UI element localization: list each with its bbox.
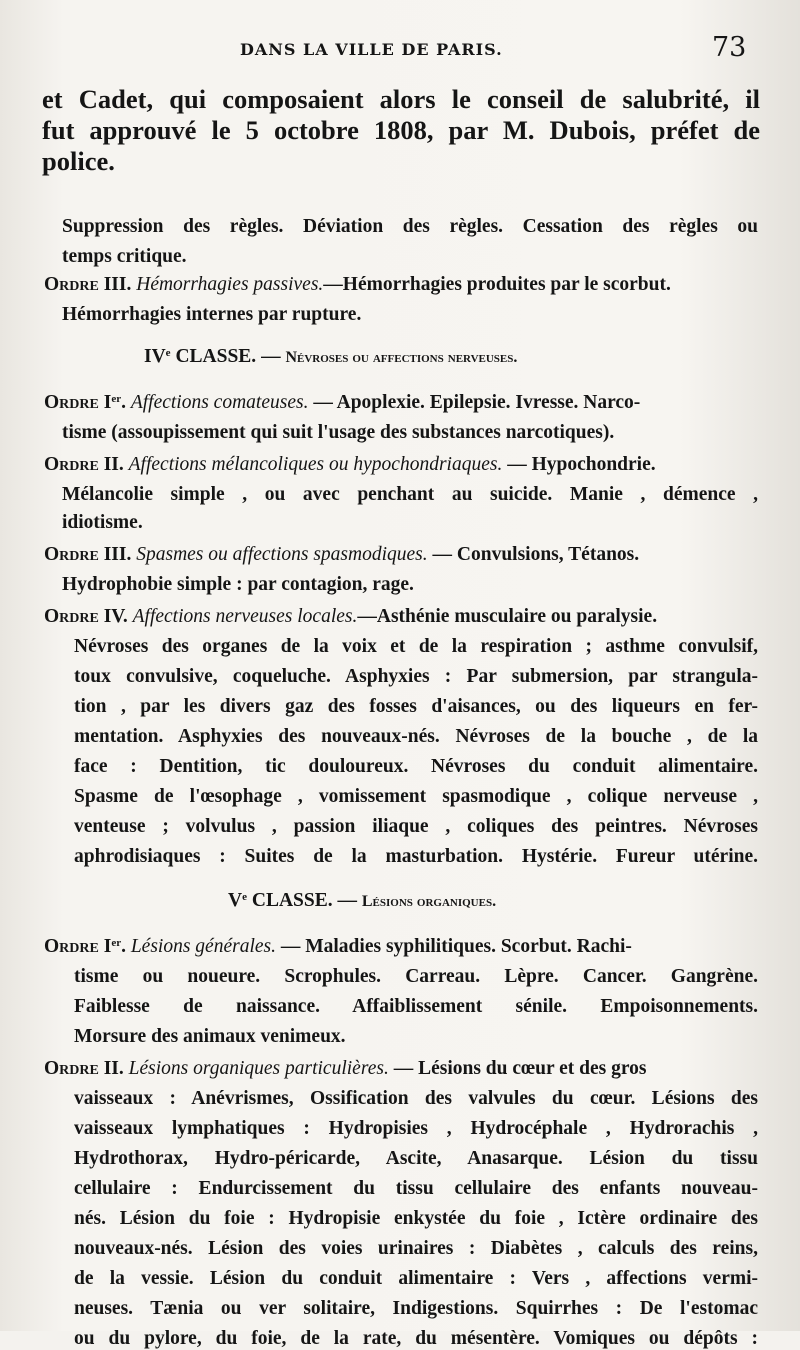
order-title: Affections comateuses. [130, 392, 309, 413]
order-title: Spasmes ou affections spasmodiques. [136, 544, 428, 565]
order-text: toux convulsive, coqueluche. Asphyxies : Par submersion, par strangula- [74, 666, 758, 687]
continuation-line: temps critique. [62, 246, 187, 267]
order-text: — Convulsions, Tétanos. [432, 544, 640, 565]
order-entry [44, 606, 657, 628]
class-word: CLASSE. [251, 890, 333, 911]
order-text: ou du pylore, du foie, de la rate, du mésentère. Vomiques ou dépôts : [74, 1328, 758, 1349]
class-heading-iv [144, 346, 517, 368]
order-text: idiotisme. [62, 512, 143, 533]
class-name: Lésions organiques. [361, 893, 497, 910]
order-text: neuses. Tænia ou ver solitaire, Indigestions. Squirrhes : De l'estomac [74, 1298, 758, 1319]
order-label: Ordre II. [44, 1058, 124, 1079]
page-number: 73 [712, 32, 747, 63]
class-word: CLASSE. [175, 346, 257, 367]
order-text: tisme (assoupissement qui suit l'usage des substances narcotiques). [62, 422, 615, 443]
order-entry: Ordre Ier. Lésions générales. — Maladies syphilitiques. Scorbut. Rachi- [44, 936, 632, 957]
order-label: Ordre III. [44, 544, 132, 565]
running-title: DANS LA VILLE DE PARIS. [240, 40, 503, 59]
order-text: Hémorrhagies internes par rupture. [62, 304, 362, 325]
order-entry: Ordre Ier. Affections comateuses. — Apoplexie. Epilepsie. Ivresse. Narco- [44, 392, 641, 413]
order-text: Hydrophobie simple : par contagion, rage. [62, 574, 414, 595]
class-dash: — [337, 890, 357, 911]
order-text: — Hypochondrie. [507, 454, 656, 475]
order-text: —Hémorrhagies produites par le scorbut. [323, 274, 671, 295]
order-entry [44, 1058, 647, 1080]
order-text: mentation. Asphyxies des nouveaux-nés. Névroses de la bouche , de la [74, 726, 758, 747]
order-title: Lésions générales. [130, 936, 276, 957]
class-sup: e [242, 891, 247, 903]
order-text: nouveaux-nés. Lésion des voies urinaires : Diabètes , calculs des reins, [74, 1238, 758, 1259]
order-label: Ordre II. [44, 454, 124, 475]
order-text: nés. Lésion du foie : Hydropisie enkystée du foie , Ictère ordinaire des [74, 1208, 758, 1229]
order-text: tion , par les divers gaz des fosses d'aisances, ou des liqueurs en fer- [74, 696, 758, 717]
intro-paragraph [42, 84, 760, 177]
order-label: Ordre I [44, 936, 112, 957]
order-text: — Lésions du cœur et des gros [393, 1058, 647, 1079]
order-text: —Asthénie musculaire ou paralysie. [357, 606, 658, 627]
order-sup: er [111, 937, 122, 949]
order-text: Mélancolie simple , ou avec penchant au suicide. Manie , démence , [62, 484, 758, 505]
order-text: Morsure des animaux venimeux. [74, 1026, 346, 1047]
order-text: Spasme de l'œsophage , vomissement spasmodique , colique nerveuse , [74, 786, 758, 807]
class-dash: — [261, 346, 281, 367]
running-header [0, 32, 800, 62]
order-text: — Maladies syphilitiques. Scorbut. Rachi- [280, 936, 632, 957]
order-sup: er [111, 393, 122, 405]
class-sup: e [165, 347, 171, 359]
intro-line: et Cadet, qui composaient alors le conseil de salubrité, il [42, 84, 760, 114]
class-number: IV [144, 346, 166, 367]
intro-line: fut approuvé le 5 octobre 1808, par M. Dubois, préfet de [42, 115, 760, 145]
order-text: vaisseaux lymphatiques : Hydropisies , Hydrocéphale , Hydrorachis , [74, 1118, 758, 1139]
order-text: Faiblesse de naissance. Affaiblissement sénile. Empoisonnements. [74, 996, 758, 1017]
continuation-line: Suppression des règles. Déviation des règles. Cessation des règles ou [62, 216, 758, 237]
order-text: venteuse ; volvulus , passion iliaque , coliques des peintres. Névroses [74, 816, 758, 837]
class-name: Névroses ou affections nerveuses. [285, 349, 518, 366]
order-label: Ordre I [44, 392, 112, 413]
order-title: Lésions organiques particulières. [128, 1058, 389, 1079]
order-text: tisme ou noueure. Scrophules. Carreau. Lèpre. Cancer. Gangrène. [74, 966, 758, 987]
order-title: Affections nerveuses locales. [132, 606, 358, 627]
order-text: aphrodisiaques : Suites de la masturbation. Hystérie. Fureur utérine. [74, 846, 758, 867]
order-title: Affections mélancoliques ou hypochondriaques. [128, 454, 503, 475]
order-text: face : Dentition, tic douloureux. Névroses du conduit alimentaire. [74, 756, 758, 777]
order-text: Hydrothorax, Hydro-péricarde, Ascite, Anasarque. Lésion du tissu [74, 1148, 758, 1169]
order-text: — Apoplexie. Epilepsie. Ivresse. Narco- [313, 392, 641, 413]
order-entry [44, 454, 656, 476]
class-number: V [228, 890, 243, 911]
order-label: Ordre IV. [44, 606, 128, 627]
order-text: de la vessie. Lésion du conduit alimentaire : Vers , affections vermi- [74, 1268, 758, 1289]
order-entry [44, 544, 639, 566]
order-text: Névroses des organes de la voix et de la respiration ; asthme convulsif, [74, 636, 758, 657]
order-text: vaisseaux : Anévrismes, Ossification des valvules du cœur. Lésions des [74, 1088, 758, 1109]
order-title: Hémorrhagies passives. [136, 274, 324, 295]
order-label: Ordre III. [44, 274, 132, 295]
class-heading-v [228, 890, 496, 912]
order-entry [44, 274, 758, 296]
intro-line: police. [42, 146, 115, 176]
order-text: cellulaire : Endurcissement du tissu cellulaire des enfants nouveau- [74, 1178, 758, 1199]
